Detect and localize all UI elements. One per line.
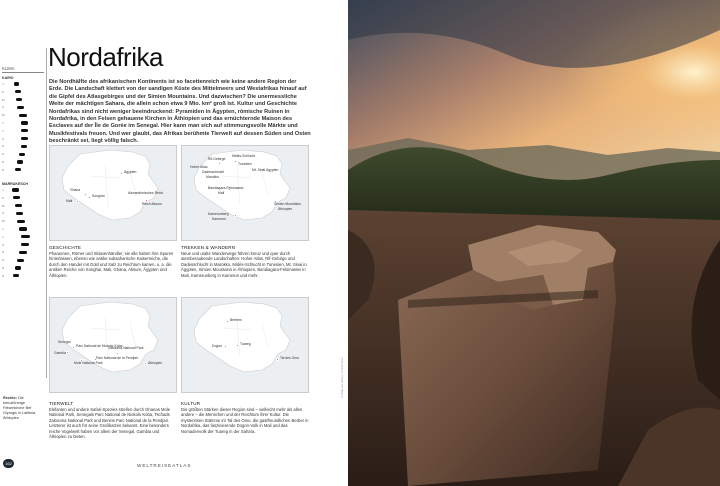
map-label: Parc National de la Pendjari <box>96 356 139 360</box>
climate-month-label: D <box>2 273 5 278</box>
photo-caption <box>3 396 43 421</box>
climate-chart-marrakesch <box>2 188 42 284</box>
africa-map-shape <box>182 146 309 241</box>
map-marker-icon <box>116 352 119 355</box>
intro-text: Die Nordhälfte des afrikanischen Kontinents ist so facettenreich wie keine andere Region der Erde. Die Landschaft klettert von der sandigen Küste des Mittelmeers und Westafrikas hinauf auf die Gipfel des Atlasgebirges und der Simien Mountains. Und dazwischen? Die unermessliche Weite der mächtigen Sahara, die allein schon etwa 9 Mio. km² groß ist. Kultur und Geschichte Nordafrikas sind nicht weniger beeindruckend: Pyramiden in Ägypten, römische Ruinen in Nordafrika, in den Felsen gehauene Kirchen in Äthiopien und das ernüchternde Maison des Esclaves auf der Île de Gorée im Senegal. Hier kann man sich auf stimmungsvolle Märkte und Musikfestivals freuen. Und wer glaubt, das Afrikas berühmte Tierwelt auf dessen Süden und Osten beschränkt sei, liegt völlig falsch. <box>49 79 311 145</box>
map-marker-icon <box>236 344 239 347</box>
climate-month-row <box>2 266 42 270</box>
climate-month-row <box>2 258 42 262</box>
climate-temp-bar <box>19 227 27 230</box>
map-label: Äthiopien <box>278 207 293 211</box>
climate-temp-bar <box>15 266 22 269</box>
map-marker-icon <box>234 160 237 163</box>
climate-month-row <box>2 121 42 125</box>
map-label: Marokko <box>206 175 220 179</box>
climate-temp-bar <box>16 212 23 215</box>
climate-month-row <box>2 168 42 172</box>
section-tierwelt <box>49 401 177 439</box>
section-heading: GESCHICHTE <box>49 245 82 250</box>
climate-month-row <box>2 243 42 247</box>
climate-month-row <box>2 188 42 192</box>
climate-month-row <box>2 219 42 223</box>
section-text: Pharaonen, Römer und Sklavenhändler, sie alle haben ihre Spuren hinterlassen, ebenso wie antike subsaharische Kaiserreiche, die durch den Handel mit Gold und Salz zu Reichtum kamen, u. a. die antiken Reiche von Songhai, Mali, Ghana, Aksum, Ägypten und Äthiopien. <box>49 250 174 278</box>
climate-temp-bar <box>13 274 20 277</box>
section-kultur <box>181 401 309 434</box>
climate-month-row <box>2 129 42 133</box>
map-label: Mali <box>218 191 225 195</box>
climate-month-label: O <box>2 258 5 263</box>
map-label: Ägypten <box>124 170 137 174</box>
climate-month-label: A <box>2 105 5 110</box>
climate-month-label: J <box>2 188 4 192</box>
climate-month-label: F <box>2 195 4 200</box>
climate-month-row <box>2 113 42 117</box>
map-label: Gambia <box>54 351 66 355</box>
climate-temp-bar <box>15 204 22 207</box>
map-marker-icon <box>84 193 87 196</box>
map-label: Mole National Park <box>74 361 103 365</box>
climate-temp-bar <box>13 196 20 199</box>
left-page <box>0 0 348 486</box>
climate-month-row <box>2 137 42 141</box>
map-marker-icon <box>88 196 91 199</box>
section-heading: KULTUR <box>181 401 201 406</box>
climate-month-label: J <box>2 234 4 239</box>
map-trekken <box>181 145 309 241</box>
section-geschichte <box>49 245 177 278</box>
map-marker-icon <box>226 320 229 323</box>
climate-temp-bar <box>15 90 21 93</box>
map-marker-icon <box>218 162 221 165</box>
map-tierwelt <box>49 297 177 393</box>
climate-month-label: M <box>2 219 5 224</box>
map-label: Alexandrinisches Reich <box>128 191 164 195</box>
climate-month-label: J <box>2 82 4 86</box>
map-label: Simien Mountains <box>274 202 301 206</box>
climate-temp-bar <box>21 129 28 132</box>
section-heading: TREKKEN & WANDERN <box>181 245 236 250</box>
map-label: Tunesien <box>238 162 252 166</box>
map-marker-icon <box>76 200 79 203</box>
climate-month-label: D <box>2 167 5 172</box>
climate-temp-bar <box>17 160 23 163</box>
climate-month-row <box>2 274 42 278</box>
climate-month-label: S <box>2 144 5 149</box>
climate-temp-bar <box>17 220 25 223</box>
map-label: Ghana <box>70 188 81 192</box>
map-label: Mali <box>66 199 73 203</box>
climate-month-row <box>2 227 42 231</box>
map-geschichte <box>49 145 177 241</box>
climate-month-row <box>2 235 42 239</box>
climate-month-label: M <box>2 113 5 118</box>
map-label: Berbers <box>230 318 242 322</box>
climate-month-label: O <box>2 152 5 157</box>
right-page <box>348 0 720 486</box>
map-marker-icon <box>276 358 279 361</box>
climate-month-row <box>2 98 42 102</box>
map-label: Dadesschlucht <box>202 170 225 174</box>
page-number: 162 <box>3 459 14 468</box>
climate-month-label: M <box>2 203 5 208</box>
map-label: Äthiopien <box>148 361 163 365</box>
climate-temp-bar <box>21 243 30 246</box>
map-label: Ägypten <box>266 168 279 172</box>
map-marker-icon <box>224 345 227 348</box>
climate-temp-bar <box>12 188 19 191</box>
map-label: Tuareg <box>240 342 251 346</box>
climate-temp-bar <box>15 168 21 171</box>
map-label: Songhai <box>92 194 105 198</box>
climate-month-label: A <box>2 242 5 247</box>
climate-temp-bar <box>21 121 28 124</box>
climate-month-label: A <box>2 211 5 216</box>
climate-month-row <box>2 152 42 156</box>
climate-city-name: MARRAKESCH <box>2 182 28 186</box>
map-marker-icon <box>120 172 123 175</box>
map-label: Kamerun <box>212 217 226 221</box>
map-label: Midès-Schlucht <box>232 154 256 158</box>
climate-month-row <box>2 250 42 254</box>
climate-month-label: N <box>2 160 5 164</box>
map-label: Hoher Atlas <box>190 165 208 169</box>
map-label: Parc National de Niokolo-Koba <box>76 344 123 348</box>
section-text: Neue und uralte Wanderwege führen kreuz und quer durch atemberaubende Landschaften: Hoher Atlas, Rif-Gebirge und Dadesschlucht in Marokko, Midès-Schlucht in Tunesien, Mt. Sinai in Ägypten, Simien Mountains in Äthiopien, Bandiagara-Felsmassiv in Mali, Kamerunberg in Kamerun und mehr. <box>181 250 307 278</box>
map-marker-icon <box>144 362 147 365</box>
climate-month-label: N <box>2 266 5 270</box>
map-marker-icon <box>66 351 69 354</box>
climate-month-row <box>2 204 42 208</box>
climate-temp-bar <box>19 251 26 254</box>
climate-temp-bar <box>17 106 24 109</box>
map-label: Tal des Omo <box>280 356 300 360</box>
climate-temp-bar <box>21 137 28 140</box>
photo-credit: © Philip Lee Harvey / Lonely Planet <box>341 357 344 398</box>
climate-month-label: F <box>2 89 4 94</box>
climate-temp-bar <box>21 145 28 148</box>
map-label: Rif-Gebirge <box>208 157 226 161</box>
climate-month-row <box>2 211 42 215</box>
map-kultur <box>181 297 309 393</box>
climate-month-row <box>2 82 42 86</box>
section-text: Die größten Stärken dieser Region sind – vielleicht mehr als alles andere – die Menschen und der Reichtum ihrer Kultur. Die mysteriösen Stämme im Tal des Omo, die gastfreundlichen Berber in Nordafrika, das faszinierende Dogon-Volk in Mali und das Nomadenvolk der Tuareg in der Sahara. <box>181 406 309 434</box>
page-title: Nordafrika <box>48 42 163 72</box>
climate-month-label: A <box>2 136 5 141</box>
map-label: Dogon <box>212 344 222 348</box>
climate-temp-bar <box>17 259 24 262</box>
climate-month-row <box>2 105 42 109</box>
caption-label: Rechts: <box>3 396 17 400</box>
climate-temp-bar <box>19 153 26 156</box>
title-rule <box>46 48 47 378</box>
climate-temp-bar <box>19 114 27 117</box>
climate-temp-bar <box>21 235 30 238</box>
climate-month-row <box>2 90 42 94</box>
climate-month-label: M <box>2 97 5 102</box>
section-heading: TIERWELT <box>49 401 74 406</box>
climate-month-label: J <box>2 121 4 125</box>
climate-month-label: S <box>2 250 5 255</box>
church-photo <box>348 0 720 486</box>
footer-title: WELTREISEATLAS <box>137 463 192 468</box>
climate-month-row <box>2 196 42 200</box>
climate-month-row <box>2 144 42 148</box>
climate-month-label: J <box>2 128 4 133</box>
climate-chart-kairo <box>2 82 42 178</box>
map-label: Senegal <box>58 340 71 344</box>
section-text: Elefanten und andere Safari-Spezies streifen durch Ghanas Mole National Park, Senegals Parc National de Niokolo Koba, Tschads Zakouma National Park und Benins Parc National de la Pendjari. Letzterer ist auch für seine Großkatzen bekannt. Eine besonders reiche Vogelwelt haben vor allem der Senegal, Gambia und Äthiopien zu bieten. <box>49 406 171 439</box>
climate-temp-bar <box>16 98 23 101</box>
climate-month-row <box>2 160 42 164</box>
map-label: Reich Aksum <box>142 202 162 206</box>
map-label: Zakouma National Park <box>108 346 144 350</box>
map-marker-icon <box>72 346 75 349</box>
climate-heading: KLIMA <box>2 66 44 73</box>
section-trekken <box>181 245 309 278</box>
climate-city-name: KAIRO <box>2 76 14 80</box>
climate-month-label: J <box>2 227 4 231</box>
map-marker-icon <box>234 214 237 217</box>
map-label: Bandiagara-Felsmassiv <box>208 186 244 190</box>
climate-temp-bar <box>14 82 20 85</box>
climate-sidebar <box>2 66 44 288</box>
caption-text: Die kreuzförmige Felsenkirche Bet Giyorgis in Lalibela, Äthiopien <box>3 396 37 420</box>
map-label: Mt. Sinai <box>252 168 266 172</box>
map-label: Kamerunberg <box>208 212 229 216</box>
